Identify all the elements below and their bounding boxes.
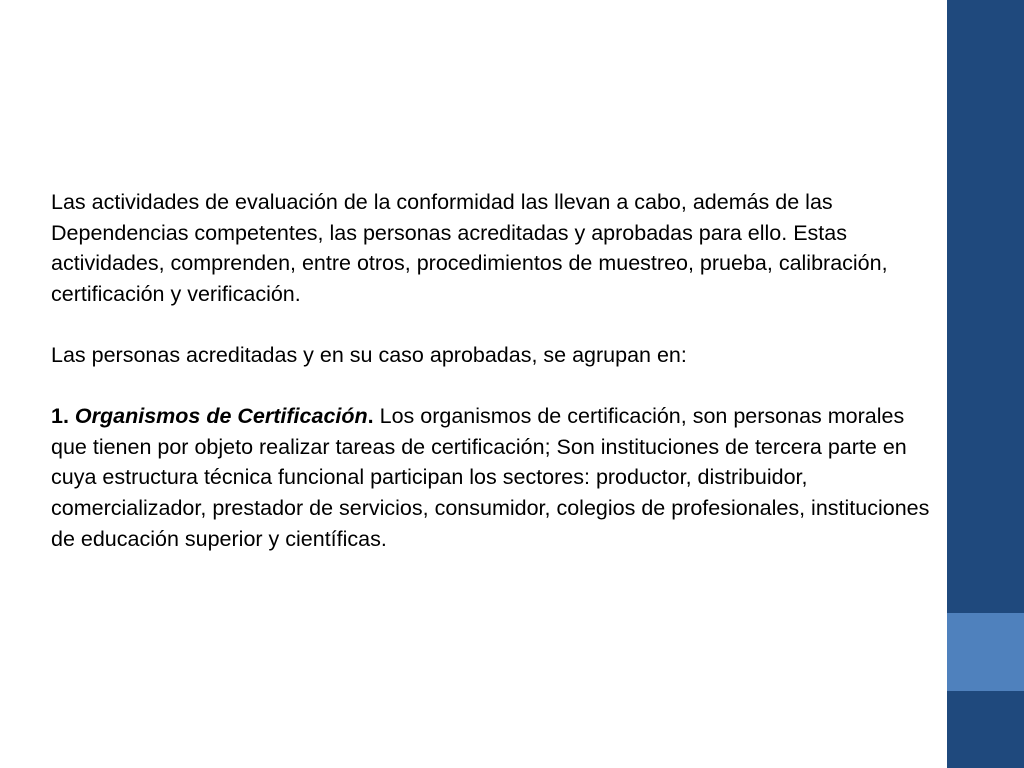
item-title-period: .: [367, 404, 374, 429]
item-number: 1.: [51, 404, 69, 429]
decorative-side-bar: [947, 0, 1024, 768]
slide-text-body: [51, 187, 931, 554]
item-body: Los organismos de certificación, son personas morales que tienen por objeto realizar tareas de certificación; Son instituciones de tercera parte en cuya estructura técnica funcional participan los sectores: productor, distribuidor, comercializador, prestador de servicios, consumidor, colegios de profesionales, instituciones de educación superior y científicas.: [51, 404, 930, 551]
side-bar-dark-bottom: [947, 691, 1024, 768]
paragraph-spacer: [51, 371, 931, 402]
item-title: Organismos de Certificación: [74, 404, 368, 429]
side-bar-dark-top: [947, 0, 1024, 613]
paragraph-spacer: [51, 309, 931, 340]
side-bar-accent-block: [947, 613, 1024, 691]
list-item-certification-bodies: [51, 401, 931, 554]
paragraph-grouping-intro: Las personas acreditadas y en su caso aprobadas, se agrupan en:: [51, 342, 687, 367]
paragraph-conformity-activities: Las actividades de evaluación de la conformidad las llevan a cabo, además de las Dependencias competentes, las personas acreditadas y aprobadas para ello. Estas actividades, comprenden, entre otros, procedimientos de muestreo, prueba, calibración, certificación y verificación.: [51, 190, 888, 306]
